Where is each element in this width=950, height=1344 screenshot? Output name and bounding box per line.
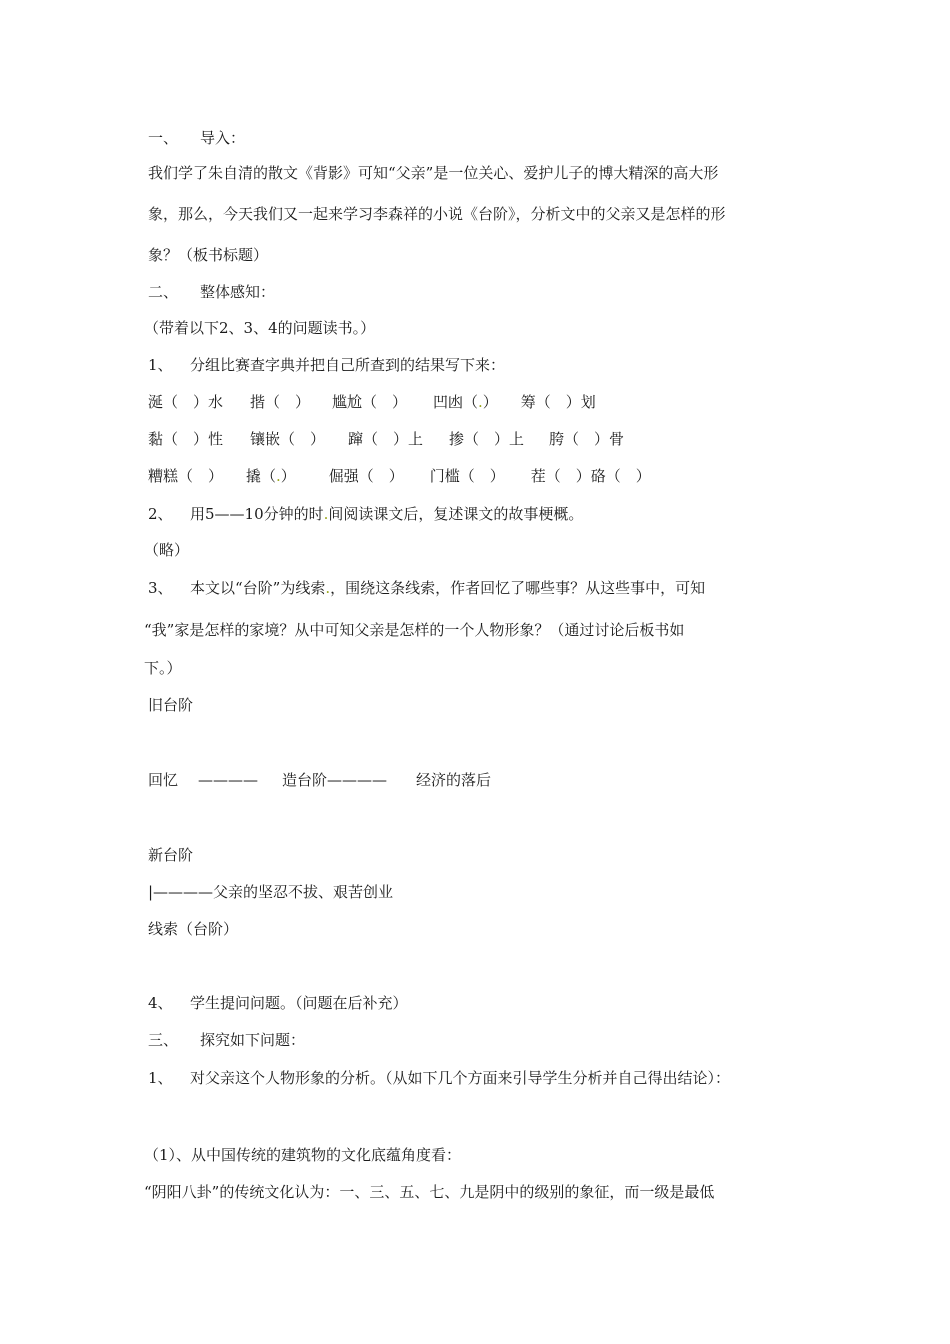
- paragraph-line: 象，那么，今天我们又一起来学习李森祥的小说《台阶》，分析文中的父亲又是怎样的形: [148, 205, 726, 223]
- section-2-heading: 二、 整体感知：: [148, 283, 276, 301]
- board-old-steps: 旧台阶: [148, 696, 194, 714]
- section-1-heading: 一、 导入：: [148, 129, 246, 147]
- board-new-steps: 新台阶: [148, 846, 194, 864]
- paragraph-line: 下。）: [144, 659, 182, 677]
- question-2-answer: （略）: [144, 541, 190, 559]
- board-father-line: |————父亲的坚忍不拔、艰苦创业: [148, 883, 394, 901]
- section-2-intro: （带着以下2、3、4的问题读书。）: [144, 319, 376, 337]
- board-clue: 线索（台阶）: [148, 920, 239, 938]
- question-3: 3、 本文以“台阶”为线索.，围绕这条线索，作者回忆了哪些事？从这些事中，可知: [148, 579, 706, 597]
- section-3-heading: 三、 探究如下问题：: [148, 1031, 306, 1049]
- marker-dot: .: [323, 505, 329, 523]
- marker-dot: .: [276, 467, 281, 485]
- marker-dot: .: [478, 393, 483, 411]
- vocab-row-3: 糟糕（ ） 撬（.） 倔强（ ） 门槛（ ） 茬（ ）硌（ ）: [148, 467, 651, 485]
- vocab-row-2: 黏（ ）性 镶嵌（ ） 蹿（ ）上 掺（ ）上 胯（ ）骨: [148, 430, 625, 448]
- paragraph-line: 我们学了朱自清的散文《背影》可知“父亲”是一位关心、爱护儿子的博大精深的高大形: [148, 164, 719, 182]
- paragraph-line: “阴阳八卦”的传统文化认为：一、三、五、七、九是阴中的级别的象征，而一级是最低: [144, 1183, 715, 1201]
- paragraph-line: “我”家是怎样的家境？从中可知父亲是怎样的一个人物形象？（通过讨论后板书如: [144, 621, 685, 639]
- paragraph-line: 象？（板书标题）: [148, 246, 269, 264]
- question-4: 4、 学生提问问题。（问题在后补充）: [148, 994, 408, 1012]
- question-2: 2、 用5——10分钟的时.间阅读课文后，复述课文的故事梗概。: [148, 505, 584, 523]
- explore-1: 1、 对父亲这个人物形象的分析。（从如下几个方面来引导学生分析并自己得出结论）：: [148, 1069, 731, 1087]
- question-1: 1、 分组比赛查字典并把自己所查到的结果写下来：: [148, 356, 506, 374]
- board-recall-line: 回忆 ———— 造台阶———— 经济的落后: [148, 771, 492, 789]
- explore-1-sub: （1）、从中国传统的建筑物的文化底蕴角度看：: [144, 1146, 462, 1164]
- marker-dot: .: [325, 579, 331, 597]
- vocab-row-1: 涎（ ）水 揩（ ） 尴尬（ ） 凹凼（.） 筹（ ）划: [148, 393, 596, 411]
